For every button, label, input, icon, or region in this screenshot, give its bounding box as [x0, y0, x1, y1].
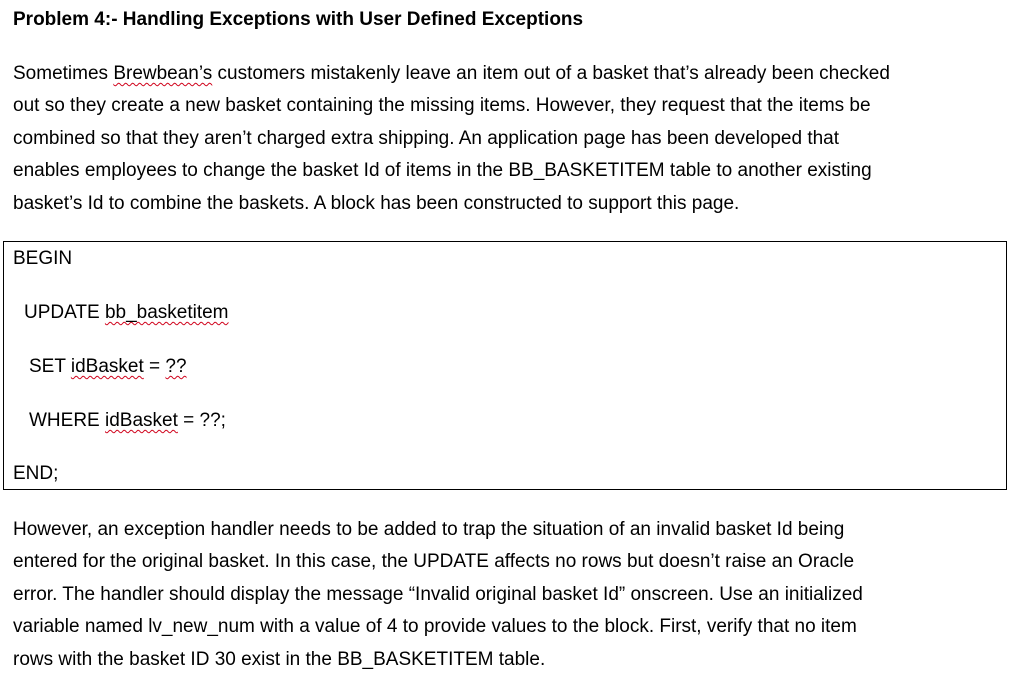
code-set-line: SET idBasket = ??	[29, 356, 187, 377]
code-set-column: idBasket	[70, 356, 144, 377]
followup-line-4: variable named lv_new_num with a value of 4 to provide values to the block. First, verify that no item	[13, 616, 857, 638]
code-table-name: bb_basketitem	[104, 302, 229, 323]
code-where-line: WHERE idBasket = ??;	[29, 410, 226, 431]
brand-name: Brewbean’s	[113, 63, 213, 84]
followup-paragraph	[13, 514, 1013, 676]
followup-line-3: error. The handler should display the message “Invalid original basket Id” onscreen. Use an initialized	[13, 583, 863, 605]
intro-line-3: combined so that they aren’t charged extra shipping. An application page has been developed that	[13, 127, 840, 149]
intro-paragraph	[13, 58, 1013, 220]
followup-line-2: entered for the original basket. In this case, the UPDATE affects no rows but doesn’t raise an Oracle	[13, 551, 855, 573]
code-begin: BEGIN	[13, 248, 73, 269]
intro-line-5: basket’s Id to combine the baskets. A block has been constructed to support this page.	[13, 192, 740, 214]
followup-line-1: However, an exception handler needs to be added to trap the situation of an invalid basket Id being	[13, 519, 845, 540]
code-set-value: ??	[165, 356, 187, 377]
intro-line-4: enables employees to change the basket Id of items in the BB_BASKETITEM table to another existing	[13, 160, 872, 182]
code-block	[3, 241, 1007, 490]
code-end: END;	[13, 463, 59, 484]
code-where-column: idBasket	[105, 410, 178, 431]
problem-title: Problem 4:- Handling Exceptions with User Defined Exceptions	[13, 9, 584, 30]
intro-line-1: Sometimes Brewbean’s customers mistakenly leave an item out of a basket that’s already been checked	[13, 63, 890, 84]
code-update-line: UPDATE bb_basketitem	[24, 302, 229, 323]
followup-line-5: rows with the basket ID 30 exist in the BB_BASKETITEM table.	[13, 648, 546, 670]
intro-line-2: out so they create a new basket containing the missing items. However, they request that the items be	[13, 95, 871, 117]
